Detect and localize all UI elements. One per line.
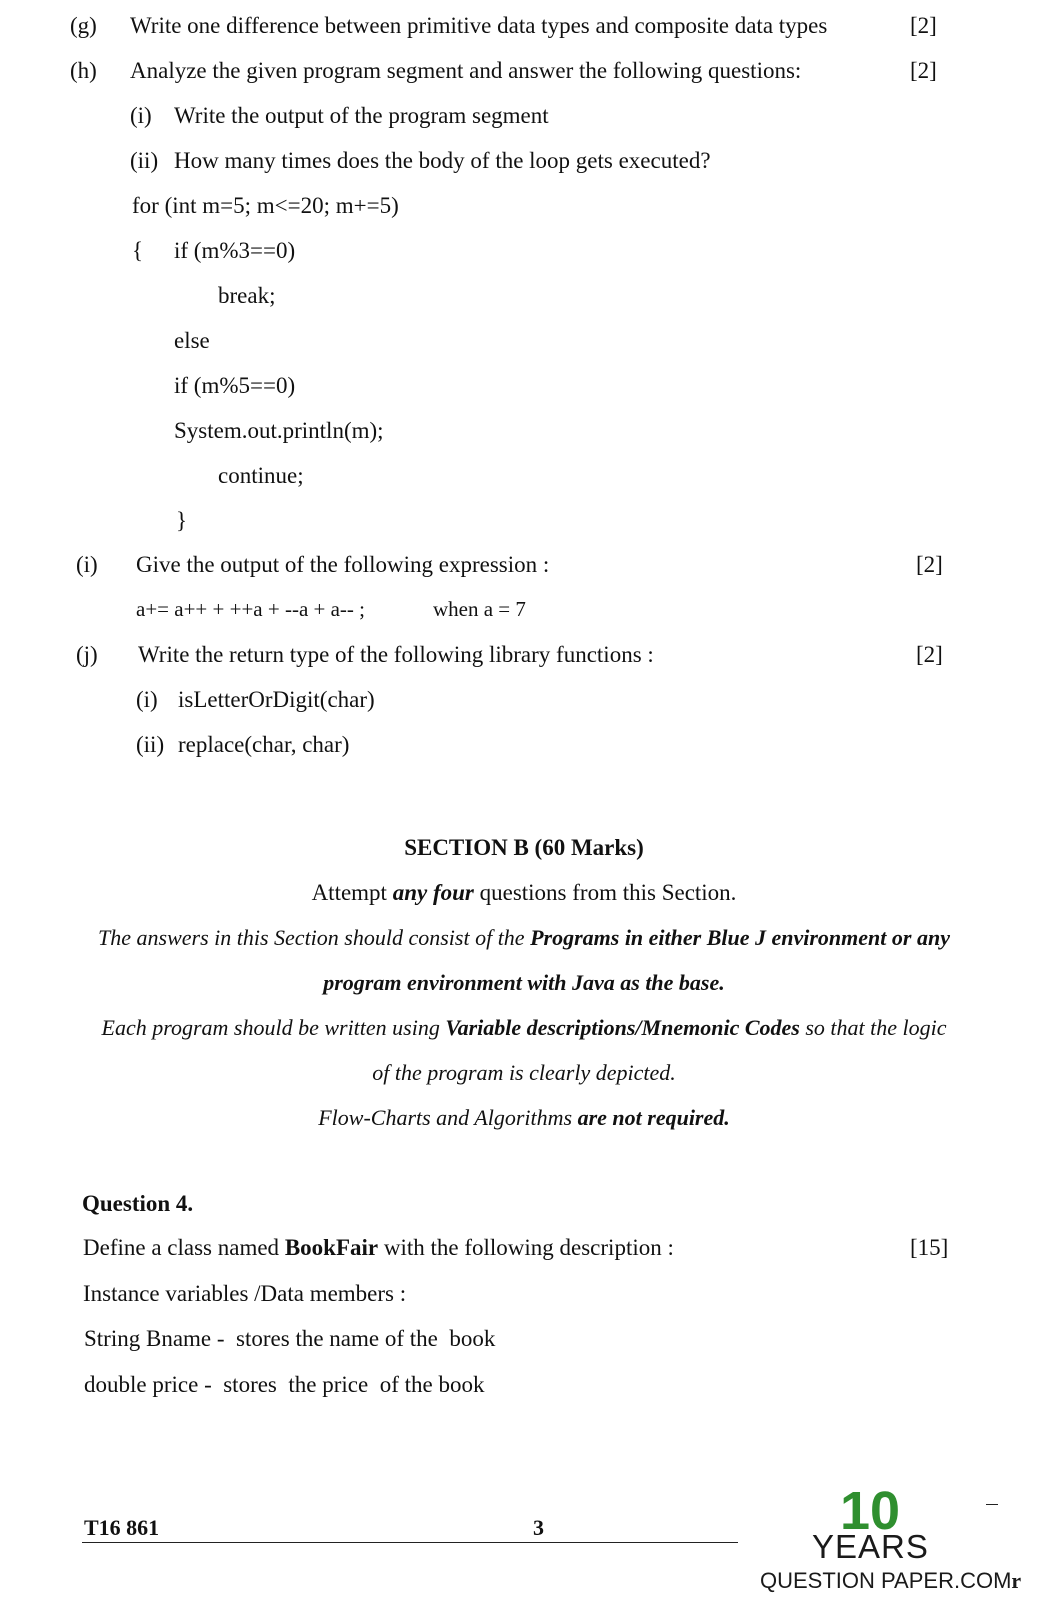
question-4-member: String Bname - stores the name of the book <box>84 1326 496 1351</box>
question-j-sub-i-label: (i) <box>136 687 158 712</box>
logo-number: 10 <box>840 1481 901 1541</box>
footer-rule-short <box>986 1504 998 1505</box>
question-j-label: (j) <box>76 642 98 667</box>
code-line: if (m%5==0) <box>174 373 296 398</box>
section-b-instruction-2: program environment with Java as the base. <box>323 970 725 995</box>
question-4-member: double price - stores the price of the book <box>84 1372 485 1397</box>
question-g-label: (g) <box>70 13 97 38</box>
question-g-text: Write one difference between primitive data types and composite data types <box>130 13 828 38</box>
logo-years: YEARS <box>812 1528 929 1565</box>
section-b-instruction-4: of the program is clearly depicted. <box>372 1060 676 1085</box>
section-b-instruction-1: The answers in this Section should consist of the Programs in either Blue J environment or any <box>98 925 950 950</box>
question-h-marks: [2] <box>910 58 937 83</box>
footer-rule <box>82 1542 738 1543</box>
code-line: { <box>132 238 144 263</box>
question-i-label: (i) <box>76 552 98 577</box>
code-line: break; <box>218 283 276 308</box>
question-i-marks: [2] <box>916 552 943 577</box>
question-4-instance-label: Instance variables /Data members : <box>83 1281 407 1306</box>
question-g-marks: [2] <box>910 13 937 38</box>
section-b-title: SECTION B (60 Marks) <box>404 835 644 860</box>
code-line: System.out.println(m); <box>174 418 384 443</box>
section-b-instruction-3: Each program should be written using Variable descriptions/Mnemonic Codes so that the logic <box>101 1015 947 1040</box>
question-j-marks: [2] <box>916 642 943 667</box>
section-b-attempt: Attempt any four questions from this Section. <box>311 880 737 905</box>
question-4-marks: [15] <box>910 1235 949 1260</box>
question-i-condition: when a = 7 <box>433 597 526 621</box>
question-j-text: Write the return type of the following library functions : <box>138 642 654 667</box>
question-j-sub-ii-text: replace(char, char) <box>178 732 350 757</box>
question-i-text: Give the output of the following expression : <box>136 552 550 577</box>
code-line: continue; <box>218 463 304 488</box>
question-4-heading: Question 4. <box>82 1191 194 1216</box>
question-h-label: (h) <box>70 58 97 83</box>
question-j-sub-ii-label: (ii) <box>136 732 165 757</box>
question-h-text: Analyze the given program segment and answer the following questions: <box>130 58 802 83</box>
code-line: if (m%3==0) <box>174 238 296 263</box>
logo-site-text: QUESTION PAPER.COMr <box>760 1568 1022 1593</box>
question-h-sub-i-text: Write the output of the program segment <box>174 103 549 128</box>
page-number: 3 <box>533 1515 544 1540</box>
question-i-expression: a+= a++ + ++a + --a + a-- ; <box>136 597 366 621</box>
code-line: else <box>174 328 210 353</box>
code-line: for (int m=5; m<=20; m+=5) <box>132 193 399 218</box>
code-line: } <box>176 508 188 533</box>
question-h-sub-i-label: (i) <box>130 103 152 128</box>
question-h-sub-ii-label: (ii) <box>130 148 159 173</box>
footer-paper-code: T16 861 <box>84 1515 160 1540</box>
question-h-sub-ii-text: How many times does the body of the loop gets executed? <box>174 148 711 173</box>
question-4-definition: Define a class named BookFair with the following description : <box>83 1235 674 1260</box>
question-j-sub-i-text: isLetterOrDigit(char) <box>178 687 375 712</box>
section-b-instruction-5: Flow-Charts and Algorithms are not required. <box>318 1105 730 1130</box>
